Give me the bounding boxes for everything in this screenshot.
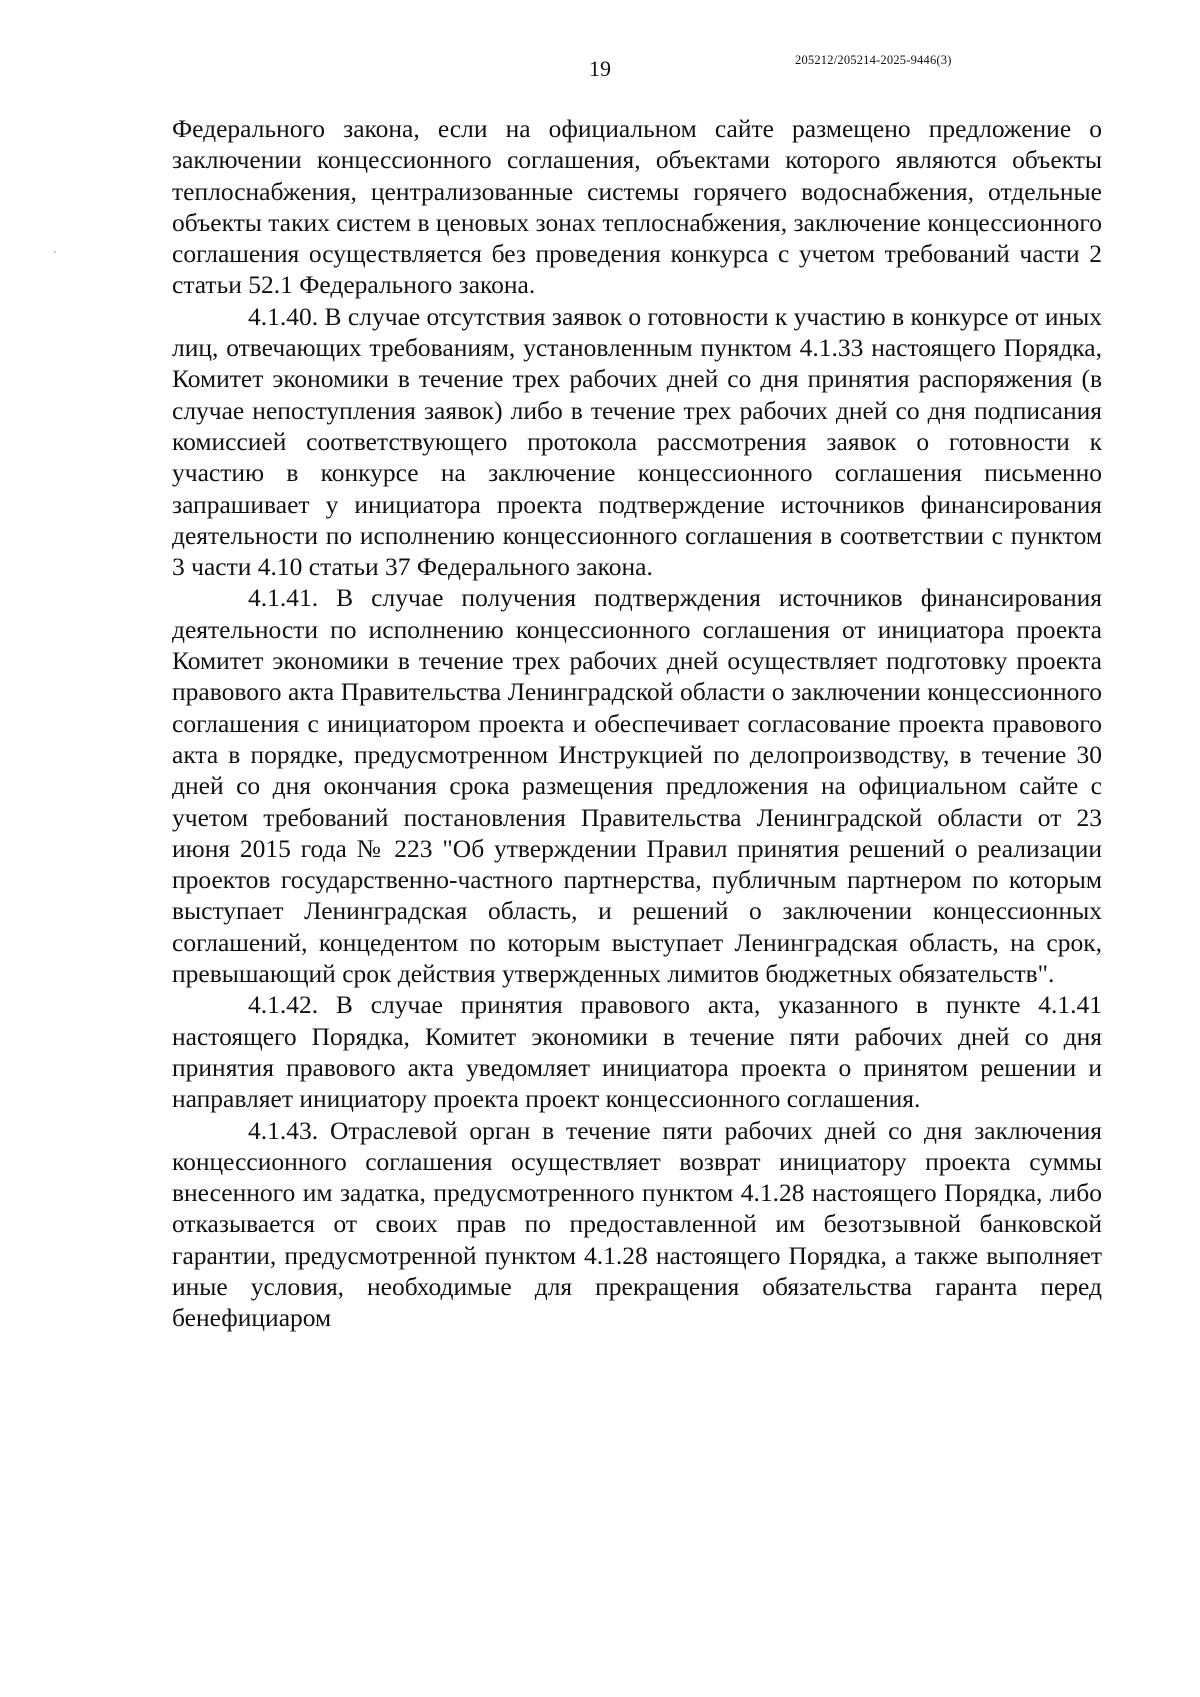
document-id: 205212/205214-2025-9446(3): [795, 53, 952, 67]
page-number: 19: [589, 56, 611, 81]
paragraph-4-1-41: 4.1.41. В случае получения подтверждения источников финансирования деятельности по исполнению концессионного соглашения от инициатора проекта Комитет экономики в течение трех рабочих дней осуществляет подготовку проекта правового акта Правительства Ленинградской области о заключении концессионного соглашения с инициатором проекта и обеспечивает согласование проекта правового акта в порядке, предусмотренном Инструкцией по делопроизводству, в течение 30 дней со дня окончания срока размещения предложения на официальном сайте с учетом требований постановления Правительства Ленинградской области от 23 июня 2015 года № 223 "Об утверждении Правил принятия решений о реализации проектов государственно-частного партнерства, публичным партнером по которым выступает Ленинградская область, и решений о заключении концессионных соглашений, концедентом по которым выступает Ленинградская область, на срок, превышающий срок действия утвержденных лимитов бюджетных обязательств".: [172, 583, 1102, 989]
paragraph-4-1-40: 4.1.40. В случае отсутствия заявок о готовности к участию в конкурсе от иных лиц, отвечающих требованиям, установленным пунктом 4.1.33 настоящего Порядка, Комитет экономики в течение трех рабочих дней со дня принятия распоряжения (в случае непоступления заявок) либо в течение трех рабочих дней со дня подписания комиссией соответствующего протокола рассмотрения заявок о готовности к участию в конкурсе на заключение концессионного соглашения письменно запрашивает у инициатора проекта подтверждение источников финансирования деятельности по исполнению концессионного соглашения в соответствии с пунктом 3 части 4.10 статьи 37 Федерального закона.: [172, 301, 1102, 582]
scan-artifact: [54, 251, 56, 253]
document-body: [172, 113, 1102, 1334]
paragraph-4-1-43: 4.1.43. Отраслевой орган в течение пяти рабочих дней со дня заключения концессионного соглашения осуществляет возврат инициатору проекта суммы внесенного им задатка, предусмотренного пунктом 4.1.28 настоящего Порядка, либо отказывается от своих прав по предоставленной им безотзывной банковской гарантии, предусмотренной пунктом 4.1.28 настоящего Порядка, а также выполняет иные условия, необходимые для прекращения обязательства гаранта перед бенефициаром: [172, 1115, 1102, 1333]
paragraph-continuation: Федерального закона, если на официальном сайте размещено предложение о заключении концессионного соглашения, объектами которого являются объекты теплоснабжения, централизованные системы горячего водоснабжения, отдельные объекты таких систем в ценовых зонах теплоснабжения, заключение концессионного соглашения осуществляется без проведения конкурса с учетом требований части 2 статьи 52.1 Федерального закона.: [172, 114, 1102, 300]
paragraph-4-1-42: 4.1.42. В случае принятия правового акта, указанного в пункте 4.1.41 настоящего Порядка, Комитет экономики в течение пяти рабочих дней со дня принятия правового акта уведомляет инициатора проекта о принятом решении и направляет инициатору проекта проект концессионного соглашения.: [172, 990, 1102, 1114]
